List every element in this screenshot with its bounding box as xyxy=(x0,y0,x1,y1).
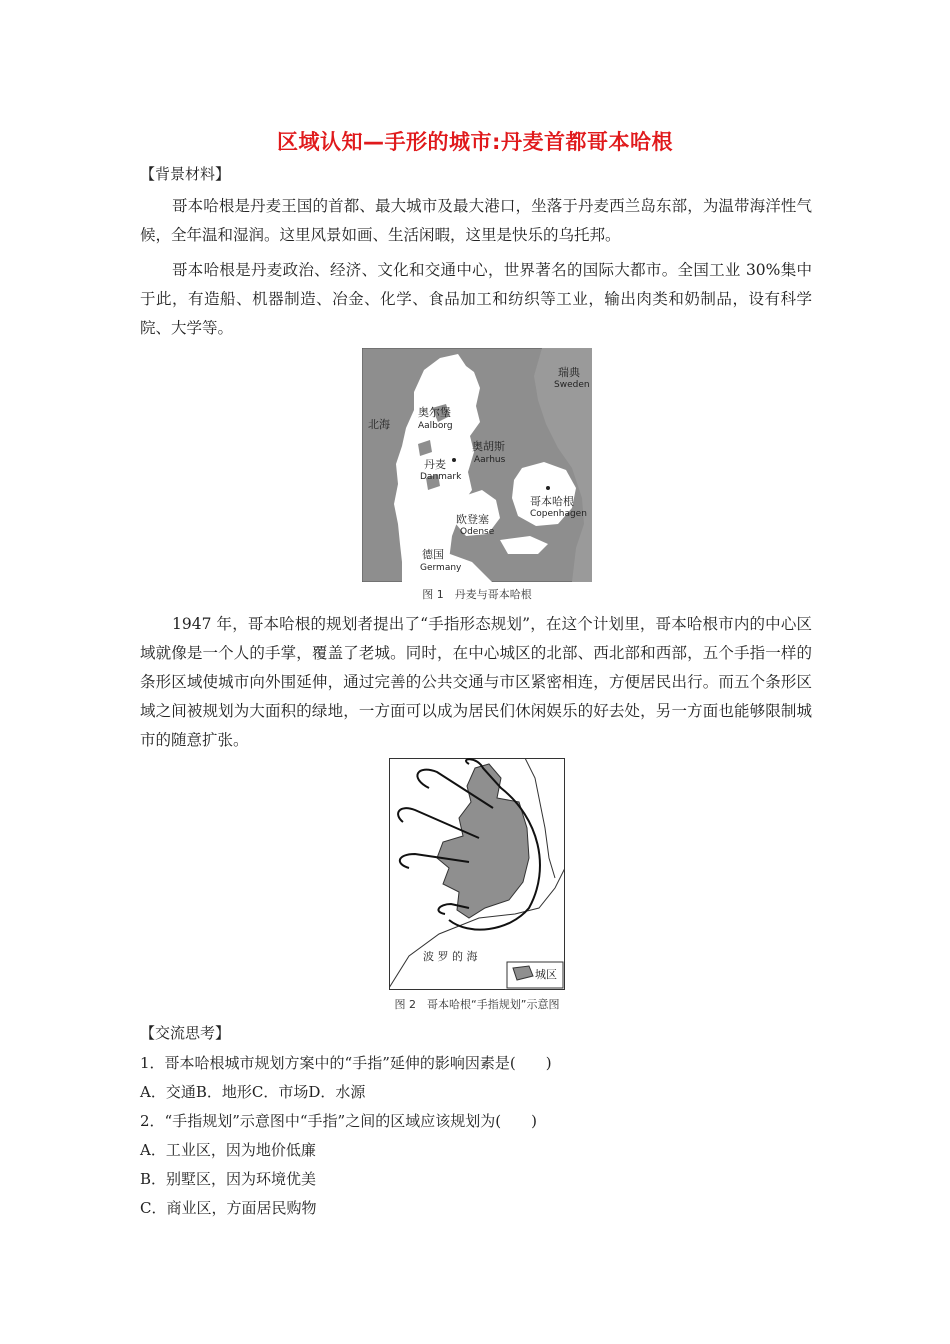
figure2-caption: 图 2 哥本哈根“手指规划”示意图 xyxy=(394,998,560,1011)
background-heading: 【背景材料】 xyxy=(140,165,231,183)
label-sweden-en: Sweden xyxy=(554,380,590,390)
discussion-heading: 【交流思考】 xyxy=(140,1024,231,1042)
label-odense-en: Odense xyxy=(460,527,495,537)
figure-finger-plan xyxy=(389,758,565,990)
label-aarhus-cn: 奥胡斯 xyxy=(472,440,505,453)
question-2-option-c: C．商业区，方面居民购物 xyxy=(140,1199,317,1217)
label-denmark-cn: 丹麦 xyxy=(424,458,446,471)
label-germany-en: Germany xyxy=(420,563,462,573)
figure1-caption: 图 1 丹麦与哥本哈根 xyxy=(422,588,532,601)
label-germany-cn: 德国 xyxy=(422,548,444,561)
paragraph-3: 1947 年，哥本哈根的规划者提出了“手指形态规划”，在这个计划里，哥本哈根市内的中心区域就像是一个人的手掌，覆盖了老城。同时，在中心城区的北部、西北部和西部，五个手指一样的条形区域使城市向外围延伸，通过完善的公共交通与市区紧密相连，方便居民出行。而五个条形区域之间被规划为大面积的绿地，一方面可以成为居民们休闲娱乐的好去处，另一方面也能够限制城市的随意扩张。 xyxy=(140,615,812,749)
question-2-option-b: B．别墅区，因为环境优美 xyxy=(140,1170,317,1188)
question-2-option-a: A．工业区，因为地价低廉 xyxy=(140,1141,316,1159)
label-copenhagen-en: Copenhagen xyxy=(530,509,587,519)
question-2: 2．“手指规划”示意图中“手指”之间的区域应该规划为( ) xyxy=(140,1112,537,1130)
label-denmark-en: Danmark xyxy=(420,472,462,482)
finger-plan-image xyxy=(389,758,565,990)
figure-denmark-map xyxy=(362,348,592,582)
question-1: 1．哥本哈根城市规划方案中的“手指”延伸的影响因素是( ) xyxy=(140,1054,552,1072)
label-aalborg-cn: 奥尔堡 xyxy=(418,406,451,419)
label-odense-cn: 欧登塞 xyxy=(456,513,489,526)
label-sweden-cn: 瑞典 xyxy=(558,366,580,379)
denmark-map-image xyxy=(362,348,592,582)
question-1-options: A．交通B．地形C．市场D．水源 xyxy=(140,1083,366,1101)
label-copenhagen-cn: 哥本哈根 xyxy=(530,495,574,508)
label-aarhus-en: Aarhus xyxy=(474,455,506,465)
label-north-sea: 北海 xyxy=(368,418,390,431)
label-aalborg-en: Aalborg xyxy=(418,421,453,431)
legend-city-label: 城区 xyxy=(535,968,557,981)
paragraph-2: 哥本哈根是丹麦政治、经济、文化和交通中心，世界著名的国际大都市。全国工业 30%集中于此，有造船、机器制造、冶金、化学、食品加工和纺织等工业，输出肉类和奶制品，设有科学院、大学等。 xyxy=(140,261,812,337)
paragraph-1: 哥本哈根是丹麦王国的首都、最大城市及最大港口，坐落于丹麦西兰岛东部，为温带海洋性气候，全年温和湿润。这里风景如画、生活闲暇，这里是快乐的乌托邦。 xyxy=(140,197,812,244)
document-title: 区域认知—手形的城市:丹麦首都哥本哈根 xyxy=(277,130,673,154)
label-baltic-sea: 波 罗 的 海 xyxy=(423,950,478,963)
